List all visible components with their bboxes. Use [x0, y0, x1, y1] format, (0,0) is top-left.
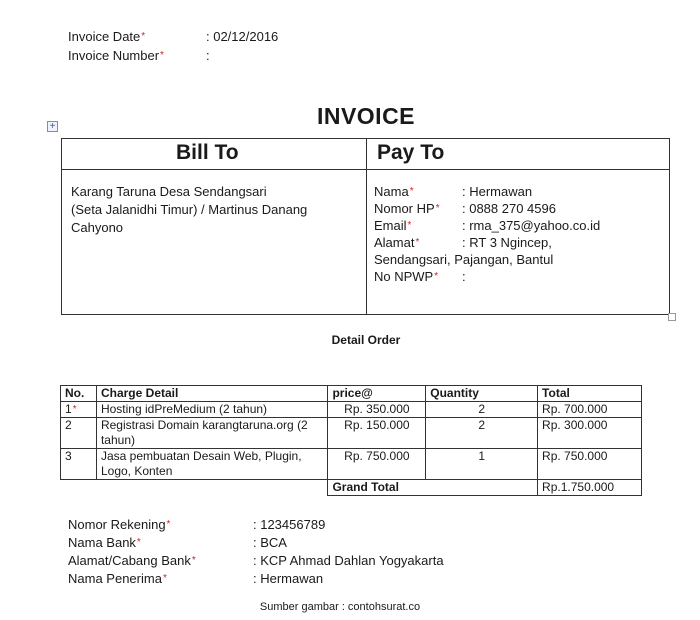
header-divider [62, 169, 669, 170]
pay-to-address-value: : RT 3 Ngincep, [462, 235, 552, 250]
table-row [61, 402, 642, 418]
table-resize-handle[interactable] [668, 313, 676, 321]
invoice-number-label: Invoice Number* [68, 48, 164, 63]
bank-recipient-value: : Hermawan [253, 571, 324, 586]
detail-order-title: Detail Order [331, 333, 401, 347]
pay-to-address-row: Alamat* : RT 3 Ngincep, [374, 235, 552, 250]
column-divider [366, 139, 367, 314]
col-header-price: price@ [328, 386, 426, 402]
pay-to-npwp-value: : [462, 269, 466, 284]
table-row [61, 418, 642, 449]
bank-branch-value: : KCP Ahmad Dahlan Yogyakarta [253, 553, 444, 568]
row-detail: Registrasi Domain karangtaruna.org (2 tahun) [96, 418, 327, 449]
invoice-date-label: Invoice Date* [68, 29, 146, 44]
row-detail: Hosting idPreMedium (2 tahun) [96, 402, 327, 418]
pay-to-phone-value: : 0888 270 4596 [462, 201, 556, 216]
image-source-caption: Sumber gambar : contohsurat.co [259, 601, 421, 613]
bill-to-address [71, 183, 351, 237]
row-price: Rp. 750.000 [328, 449, 426, 480]
row-quantity: 1 [426, 449, 538, 480]
bill-to-heading: Bill To [176, 141, 239, 164]
row-no: 3 [61, 449, 97, 480]
pay-to-name-value: : Hermawan [462, 184, 533, 199]
row-no: 1* [61, 402, 97, 418]
bank-branch-row: Alamat/Cabang Bank* : KCP Ahmad Dahlan Yogyakarta [68, 553, 444, 568]
bank-account-row: Nomor Rekening* : 123456789 [68, 517, 326, 532]
row-no: 2 [61, 418, 97, 449]
bank-name-value: : BCA [253, 535, 287, 550]
pay-to-email-row: Email* : rma_375@yahoo.co.id [374, 218, 601, 233]
col-header-quantity: Quantity [426, 386, 538, 402]
grand-total-value: Rp.1.750.000 [538, 480, 642, 496]
pay-to-name-row: Nama* : Hermawan [374, 184, 533, 199]
row-total: Rp. 750.000 [538, 449, 642, 480]
bank-name-row: Nama Bank* : BCA [68, 535, 287, 550]
table-move-handle-icon[interactable]: + [47, 121, 58, 132]
invoice-meta [68, 27, 278, 65]
row-price: Rp. 350.000 [328, 402, 426, 418]
pay-to-address-cont: Sendangsari, Pajangan, Bantul [374, 252, 554, 267]
pay-to-npwp-row: No NPWP* : [374, 269, 466, 284]
invoice-number-value: : [206, 48, 210, 63]
bill-to-line: Cahyono [71, 220, 124, 235]
row-total: Rp. 300.000 [538, 418, 642, 449]
order-table [60, 385, 642, 496]
row-total: Rp. 700.000 [538, 402, 642, 418]
row-quantity: 2 [426, 418, 538, 449]
pay-to-phone-row: Nomor HP* : 0888 270 4596 [374, 201, 556, 216]
col-header-charge: Charge Detail [96, 386, 327, 402]
bill-to-line: (Seta Jalanidhi Timur) / Martinus Danang [71, 202, 308, 217]
row-quantity: 2 [426, 402, 538, 418]
col-header-total: Total [538, 386, 642, 402]
row-price: Rp. 150.000 [328, 418, 426, 449]
invoice-date-value: : 02/12/2016 [206, 29, 279, 44]
bill-pay-table [61, 138, 670, 315]
bank-details [68, 516, 444, 588]
col-header-no: No. [61, 386, 97, 402]
grand-total-row [61, 480, 642, 496]
pay-to-heading: Pay To [377, 141, 445, 164]
row-detail: Jasa pembuatan Desain Web, Plugin, Logo, Konten [96, 449, 327, 480]
table-row [61, 449, 642, 480]
bank-account-value: : 123456789 [253, 517, 326, 532]
invoice-title: INVOICE [316, 103, 416, 129]
pay-to-details [374, 183, 600, 285]
invoice-date-row [68, 27, 278, 46]
bill-to-line: Karang Taruna Desa Sendangsari [71, 184, 267, 199]
invoice-number-row [68, 46, 278, 65]
pay-to-email-value: : rma_375@yahoo.co.id [462, 218, 601, 233]
order-header-row [61, 386, 642, 402]
bank-recipient-row: Nama Penerima* : Hermawan [68, 571, 324, 586]
grand-total-label: Grand Total [328, 480, 538, 496]
